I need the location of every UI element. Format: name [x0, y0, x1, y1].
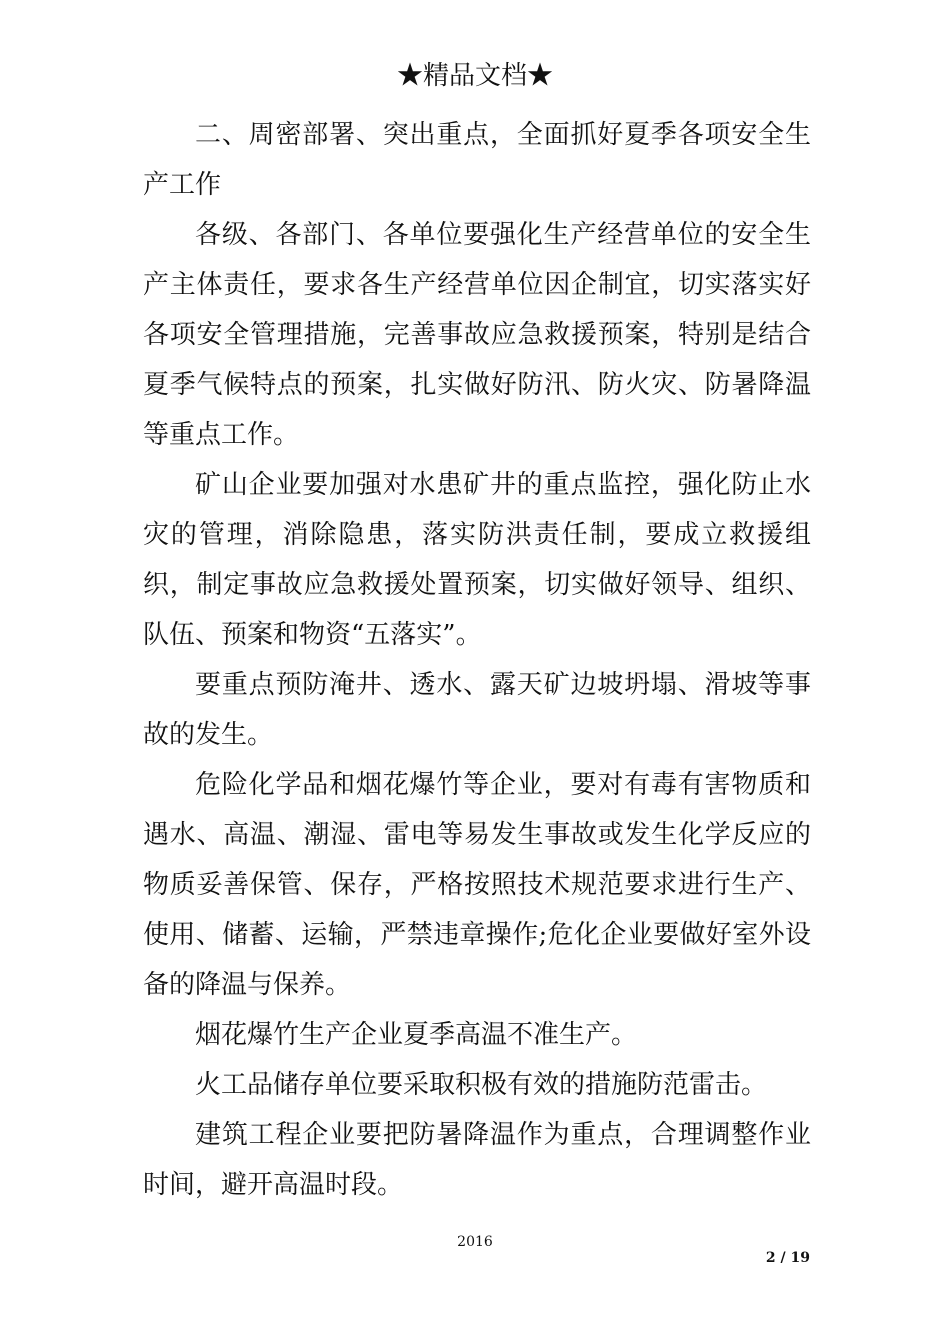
- body-paragraph: 各级、各部门、各单位要强化生产经营单位的安全生产主体责任，要求各生产经营单位因企制宜，切实落实好各项安全管理措施，完善事故应急救援预案，特别是结合夏季气候特点的预案，扎实做好防汛、防火灾、防暑降温等重点工作。: [143, 220, 811, 450]
- section-heading: 二、周密部署、突出重点，全面抓好夏季各项安全生产工作: [143, 120, 811, 200]
- body-paragraph: 要重点预防淹井、透水、露天矿边坡坍塌、滑坡等事故的发生。: [143, 670, 811, 750]
- body-paragraph: 烟花爆竹生产企业夏季高温不准生产。: [195, 1020, 638, 1050]
- body-paragraph: 矿山企业要加强对水患矿井的重点监控，强化防止水灾的管理，消除隐患，落实防洪责任制，要成立救援组织，制定事故应急救援处置预案，切实做好领导、组织、队伍、预案和物资“五落实”。: [143, 470, 811, 650]
- body-paragraph: 危险化学品和烟花爆竹等企业，要对有毒有害物质和遇水、高温、潮湿、雷电等易发生事故或发生化学反应的物质妥善保管、保存，严格按照技术规范要求进行生产、使用、储蓄、运输，严禁违章操作;危化企业要做好室外设备的降温与保养。: [143, 770, 811, 1000]
- body-paragraph: 火工品储存单位要采取积极有效的措施防范雷击。: [195, 1070, 768, 1100]
- body-paragraph: 建筑工程企业要把防暑降温作为重点，合理调整作业时间，避开高温时段。: [143, 1120, 811, 1200]
- page-number: 2 / 19: [765, 1250, 810, 1266]
- footer-year: 2016: [457, 1234, 493, 1250]
- document-header-title: ★精品文档★: [396, 61, 553, 91]
- document-body: [143, 110, 811, 1210]
